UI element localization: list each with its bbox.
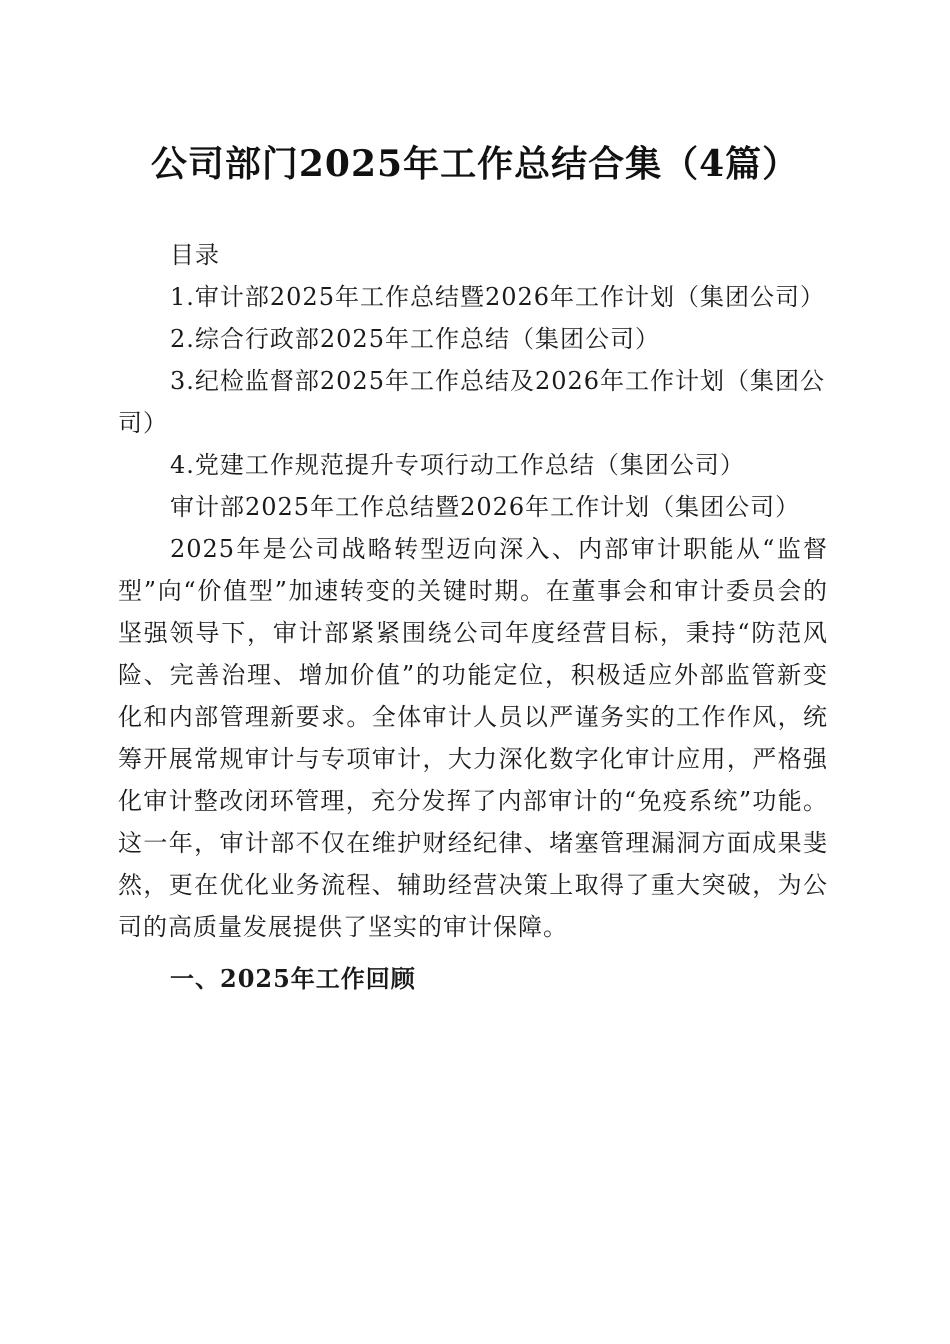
toc-item: 1.审计部2025年工作总结暨2026年工作计划（集团公司） [170,283,826,311]
toc-item: 4.党建工作规范提升专项行动工作总结（集团公司） [170,451,745,479]
article-title: 审计部2025年工作总结暨2026年工作计划（集团公司） [170,493,801,521]
toc-item: 3.纪检监督部2025年工作总结及2026年工作计划（集团公司） [118,367,826,437]
section-heading: 一、2025年工作回顾 [170,964,416,993]
document-body [118,234,828,1000]
intro-paragraph: 2025年是公司战略转型迈向深入、内部审计职能从“监督型”向“价值型”加速转变的关键时期。在董事会和审计委员会的坚强领导下，审计部紧紧围绕公司年度经营目标，秉持“防范风险、完善治理、增加价值”的功能定位，积极适应外部监管新变化和内部管理新要求。全体审计人员以严谨务实的工作作风，统筹开展常规审计与专项审计，大力深化数字化审计应用，严格强化审计整改闭环管理，充分发挥了内部审计的“免疫系统”功能。这一年，审计部不仅在维护财经纪律、堵塞管理漏洞方面成果斐然，更在优化业务流程、辅助经营决策上取得了重大突破，为公司的高质量发展提供了坚实的审计保障。 [118,535,828,941]
toc-label: 目录 [170,241,220,269]
toc-item: 2.综合行政部2025年工作总结（集团公司） [170,325,660,353]
document-title: 公司部门2025年工作总结合集（4篇） [150,143,800,185]
